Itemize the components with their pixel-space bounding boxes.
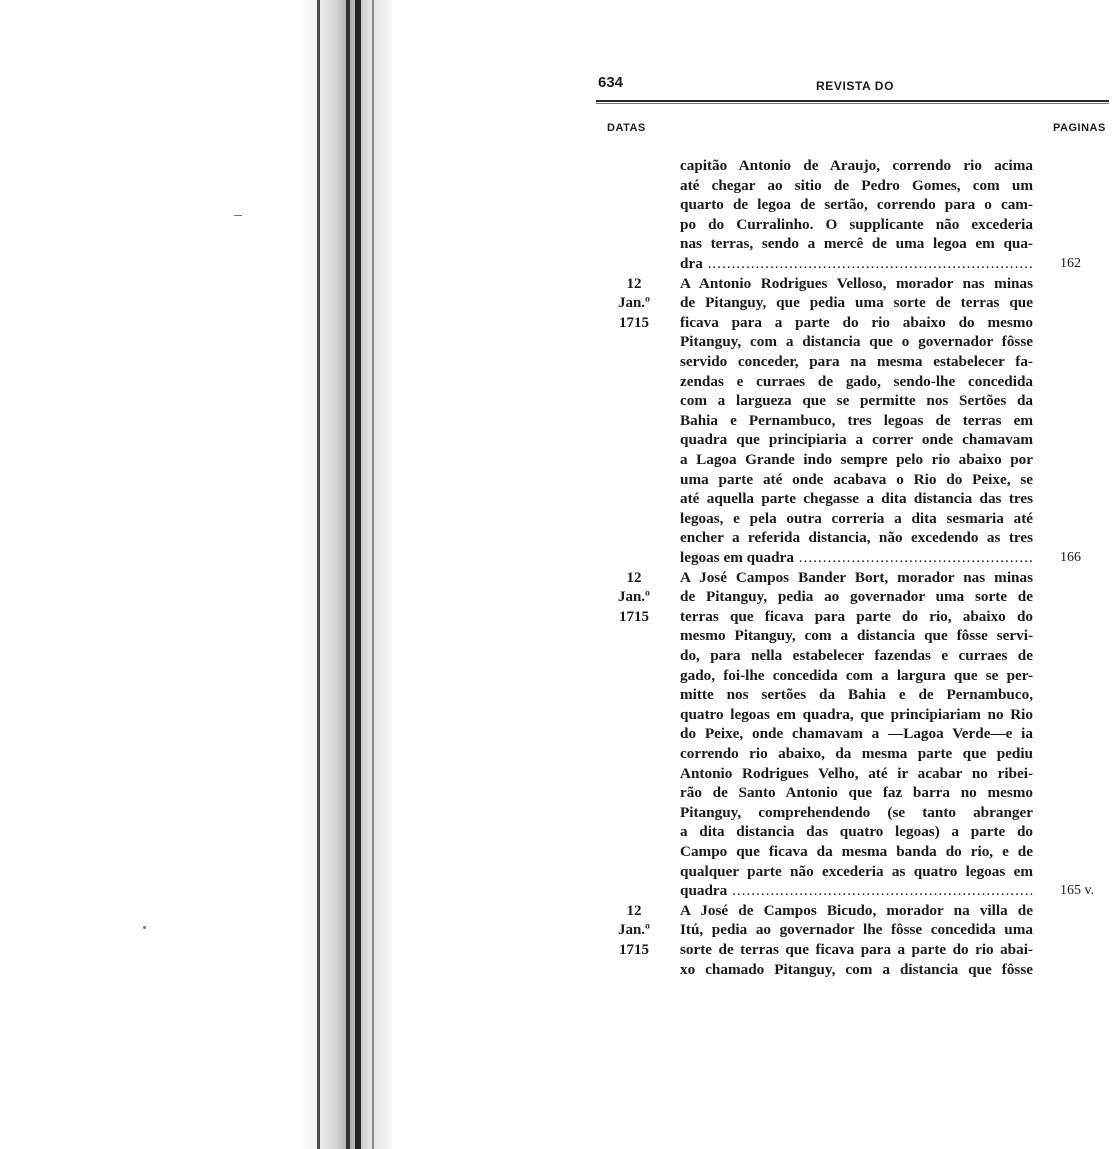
entry-line: Itú, pedia ao governador lhe fôsse concedida uma (680, 921, 1033, 939)
entry-date-year: 1715 (619, 942, 649, 958)
entry-line: do, para nella estabelecer fazendas e curraes de (680, 647, 1033, 664)
entry-line: até chegar ao sitio de Pedro Gomes, com um (680, 176, 1033, 194)
entry-line: mitte nos sertões da Bahia e de Pernambuco, (680, 686, 1033, 704)
entry-line: po do Curralinho. O supplicante não excederia (680, 215, 1033, 233)
header-rule-thin (596, 103, 1109, 104)
page-number: 634 (598, 74, 624, 91)
entry-date-month: Jan.º (617, 589, 651, 606)
pages-column-heading: PAGINAS (1053, 122, 1106, 134)
entry-date-month: Jan.º (617, 295, 651, 312)
entry-date-day: 12 (626, 902, 642, 919)
entry-line: terras que ficava para parte do rio, abaixo do (680, 607, 1033, 625)
header-rule (596, 100, 1109, 102)
entry-line: A Antonio Rodrigues Velloso, morador nas minas (680, 274, 1033, 292)
entry-line: uma parte até onde acabava o Rio do Peixe, se (680, 470, 1033, 488)
entry-line: gado, foi-lhe concedida com a largura que se per- (680, 666, 1033, 684)
page-header (598, 74, 1113, 102)
entry-line: quadra que principiaria a correr onde chamavam (680, 431, 1033, 449)
entry-line: Pitanguy, comprehendendo (se tanto abranger (680, 803, 1033, 821)
entry-line: Bahia e Pernambuco, tres legoas de terras em (680, 411, 1033, 429)
entry-line: a Lagoa Grande indo sempre pelo rio abaixo por (680, 451, 1033, 468)
entry-line: dra ..... (680, 254, 1033, 274)
entry-date-year: 1715 (619, 608, 649, 625)
entry-line: qualquer parte não excederia as quatro legoas em (680, 862, 1033, 880)
entry-page-ref: 166 (1060, 550, 1081, 565)
entry-line: xo chamado Pitanguy, com a distancia que fôsse (680, 960, 1033, 978)
entry-date-month: Jan.º (617, 922, 651, 939)
entry-line: nas terras, sendo a mercê de uma legoa em qua- (680, 235, 1033, 253)
entry-line: até aquella parte chegasse a dita distancia das tres (680, 490, 1033, 508)
entry-line: legoas em quadra ..... (680, 548, 1033, 568)
entry-date-day: 12 (626, 569, 642, 586)
entry-line: de Pitanguy, que pedia uma sorte de terras que (680, 294, 1033, 312)
entry-page-ref: 165 v. (1060, 883, 1095, 899)
entry-line: Pitanguy, com a distancia que o governador fôsse (680, 333, 1033, 351)
entry-line: mesmo Pitanguy, com a distancia que fôsse servi- (680, 627, 1033, 645)
entry-date-day: 12 (626, 275, 642, 292)
entry-line: encher a referida distancia, não excedendo as tres (680, 529, 1033, 547)
entry-line: ficava para a parte do rio abaixo do mesmo (680, 313, 1033, 331)
entry-line: de Pitanguy, pedia ao governador uma sorte de (680, 588, 1033, 606)
entry-date-year: 1715 (619, 314, 649, 331)
entry-line: A José de Campos Bicudo, morador na villa de (680, 901, 1033, 919)
entry-line: capitão Antonio de Araujo, correndo rio acima (680, 157, 1033, 174)
entry-line: A José Campos Bander Bort, morador nas minas (680, 568, 1033, 586)
entry-line: sorte de terras que ficava para a parte do rio abai- (680, 941, 1033, 958)
dates-column-heading: DATAS (607, 122, 646, 134)
entry-line: Campo que ficava da mesma banda do rio, e de (680, 843, 1033, 860)
entry-line: quadra ..... (680, 881, 1033, 901)
entry-page-ref: 162 (1060, 256, 1081, 271)
entry-line: do Peixe, onde chamavam a —Lagoa Verde—e ia (680, 725, 1033, 743)
entry-line: a dita distancia das quatro legoas) a parte do (680, 823, 1033, 841)
running-title: REVISTA DO (816, 79, 895, 93)
entry-line: quarto de legoa de sertão, correndo para o cam- (680, 196, 1033, 214)
entry-line: quatro legoas em quadra, que principiariam no Rio (680, 705, 1033, 723)
entry-line: rão de Santo Antonio que faz barra no mesmo (680, 784, 1033, 802)
entry-line: servido conceder, para na mesma estabelecer fa- (680, 353, 1033, 370)
entry-line: Antonio Rodrigues Velho, até ir acabar no ribei- (680, 764, 1033, 782)
entry-line: com a largueza que se permitte nos Sertões da (680, 392, 1033, 410)
entry-line: zendas e curraes de gado, sendo-lhe concedida (680, 372, 1033, 390)
entry-line: legoas, e pela outra correria a dita sesmaria até (680, 509, 1033, 527)
entry-line: correndo rio abaixo, da mesma parte que pediu (680, 745, 1033, 762)
